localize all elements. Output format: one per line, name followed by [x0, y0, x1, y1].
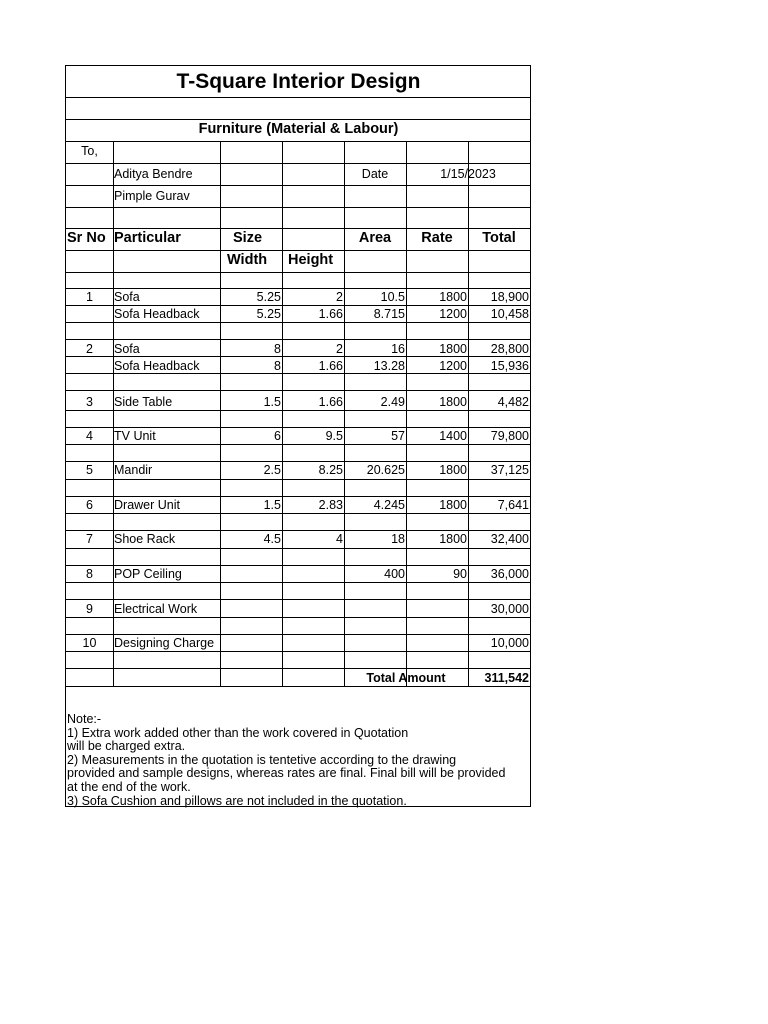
- grid-line: [66, 617, 531, 618]
- cell-total: 7,641: [497, 498, 529, 512]
- cell-area: 57: [391, 429, 405, 443]
- cell-height: 8.25: [318, 463, 343, 477]
- cell-height: 2.83: [318, 498, 343, 512]
- cell-particular: Designing Charge: [114, 636, 215, 650]
- header-particular: Particular: [114, 230, 181, 246]
- cell-particular: Sofa: [114, 342, 140, 356]
- cell-particular: Side Table: [114, 395, 173, 409]
- cell-area: 400: [384, 567, 405, 581]
- cell-height: 1.66: [318, 395, 343, 409]
- cell-width: 5.25: [256, 290, 281, 304]
- cell-sr-no: 2: [86, 342, 93, 356]
- cell-total: 18,900: [490, 290, 529, 304]
- cell-particular: Sofa: [114, 290, 140, 304]
- grid-line: [66, 339, 531, 340]
- cell-sr-no: 4: [86, 429, 93, 443]
- client-name: Aditya Bendre: [114, 167, 193, 181]
- cell-area: 8.715: [373, 307, 405, 321]
- grid-line: [66, 686, 531, 687]
- grid-line: [66, 228, 531, 229]
- cell-total: 36,000: [490, 567, 529, 581]
- cell-particular: POP Ceiling: [114, 567, 182, 581]
- cell-rate: 1800: [439, 342, 467, 356]
- cell-total: 10,458: [490, 307, 529, 321]
- cell-sr-no: 3: [86, 395, 93, 409]
- cell-particular: Sofa Headback: [114, 307, 200, 321]
- grid-line: [66, 444, 531, 445]
- cell-total: 32,400: [490, 532, 529, 546]
- grid-line: [66, 250, 531, 251]
- header-height: Height: [288, 252, 334, 268]
- cell-sr-no: 9: [86, 602, 93, 616]
- grid-line: [66, 668, 531, 669]
- grid-line: [66, 651, 531, 652]
- client-location: Pimple Gurav: [114, 189, 190, 203]
- grid-line: [406, 141, 407, 686]
- cell-area: 13.28: [373, 359, 405, 373]
- cell-rate: 1200: [439, 307, 467, 321]
- cell-area: 18: [391, 532, 405, 546]
- grid-line: [66, 461, 531, 462]
- grid-line: [66, 530, 531, 531]
- cell-sr-no: 6: [86, 498, 93, 512]
- cell-width: 5.25: [256, 307, 281, 321]
- header-width: Width: [227, 252, 268, 268]
- cell-particular: TV Unit: [114, 429, 156, 443]
- grid-line: [66, 513, 531, 514]
- total-amount-value: 311,542: [484, 671, 529, 685]
- cell-total: 10,000: [490, 636, 529, 650]
- cell-total: 30,000: [490, 602, 529, 616]
- cell-width: 4.5: [263, 532, 281, 546]
- cell-height: 2: [336, 342, 343, 356]
- cell-rate: 1800: [439, 532, 467, 546]
- date-label: Date: [361, 167, 389, 181]
- date-value: 1/15/2023: [440, 167, 496, 181]
- cell-width: 2.5: [263, 463, 281, 477]
- grid-line: [66, 565, 531, 566]
- cell-height: 1.66: [318, 307, 343, 321]
- cell-total: 37,125: [490, 463, 529, 477]
- quotation-notes: Note:- 1) Extra work added other than the work covered in Quotation will be charged extra. 2) Measurements in the quotation is tentetive according to the drawing provided and sample designs, whereas rates are final. Final bill will be provided at the end of the work. 3) Sofa Cushion and pillows are not included in the quotation.: [67, 712, 506, 808]
- cell-area: 20.625: [366, 463, 405, 477]
- cell-width: 6: [274, 429, 281, 443]
- cell-particular: Sofa Headback: [114, 359, 200, 373]
- cell-rate: 1400: [439, 429, 467, 443]
- grid-line: [66, 288, 531, 289]
- cell-area: 2.49: [380, 395, 405, 409]
- grid-line: [66, 410, 531, 411]
- quotation-subtitle: Furniture (Material & Labour): [198, 121, 399, 137]
- grid-line: [66, 634, 531, 635]
- grid-line: [66, 582, 531, 583]
- grid-line: [66, 322, 531, 323]
- cell-rate: 1200: [439, 359, 467, 373]
- cell-total: 28,800: [490, 342, 529, 356]
- cell-area: 10.5: [380, 290, 405, 304]
- cell-rate: 1800: [439, 463, 467, 477]
- grid-line: [66, 141, 531, 142]
- cell-particular: Electrical Work: [114, 602, 198, 616]
- header-size: Size: [233, 230, 263, 246]
- cell-rate: 1800: [439, 290, 467, 304]
- grid-line: [66, 548, 531, 549]
- cell-width: 8: [274, 342, 281, 356]
- cell-total: 15,936: [490, 359, 529, 373]
- grid-line: [66, 427, 531, 428]
- header-area: Area: [358, 230, 392, 246]
- grid-line: [66, 163, 531, 164]
- cell-sr-no: 8: [86, 567, 93, 581]
- cell-particular: Drawer Unit: [114, 498, 180, 512]
- grid-line: [66, 373, 531, 374]
- quotation-sheet: [65, 65, 531, 807]
- grid-line: [66, 390, 531, 391]
- header-rate: Rate: [421, 230, 453, 246]
- grid-line: [66, 119, 531, 120]
- grid-line: [66, 207, 531, 208]
- grid-line: [344, 141, 345, 686]
- grid-line: [66, 496, 531, 497]
- cell-sr-no: 7: [86, 532, 93, 546]
- to-label: To,: [81, 144, 98, 158]
- header-total: Total: [482, 230, 516, 246]
- cell-width: 1.5: [263, 498, 281, 512]
- header-sr-no: Sr No: [67, 230, 106, 246]
- cell-sr-no: 1: [86, 290, 93, 304]
- grid-line: [66, 305, 531, 306]
- cell-area: 4.245: [373, 498, 405, 512]
- grid-line: [66, 97, 531, 98]
- grid-line: [66, 356, 531, 357]
- cell-rate: 1800: [439, 498, 467, 512]
- total-amount-label: Total Amount: [366, 671, 446, 685]
- cell-total: 4,482: [497, 395, 529, 409]
- grid-line: [66, 272, 531, 273]
- cell-height: 1.66: [318, 359, 343, 373]
- grid-line: [282, 141, 283, 686]
- cell-sr-no: 10: [82, 636, 97, 650]
- cell-particular: Mandir: [114, 463, 153, 477]
- cell-rate: 90: [453, 567, 467, 581]
- cell-area: 16: [391, 342, 405, 356]
- cell-height: 9.5: [325, 429, 343, 443]
- grid-line: [66, 479, 531, 480]
- cell-width: 1.5: [263, 395, 281, 409]
- cell-width: 8: [274, 359, 281, 373]
- cell-particular: Shoe Rack: [114, 532, 176, 546]
- cell-sr-no: 5: [86, 463, 93, 477]
- grid-line: [220, 141, 221, 686]
- cell-height: 2: [336, 290, 343, 304]
- cell-rate: 1800: [439, 395, 467, 409]
- page-title: T-Square Interior Design: [176, 70, 421, 93]
- grid-line: [66, 599, 531, 600]
- grid-line: [66, 185, 531, 186]
- cell-total: 79,800: [490, 429, 529, 443]
- cell-height: 4: [336, 532, 343, 546]
